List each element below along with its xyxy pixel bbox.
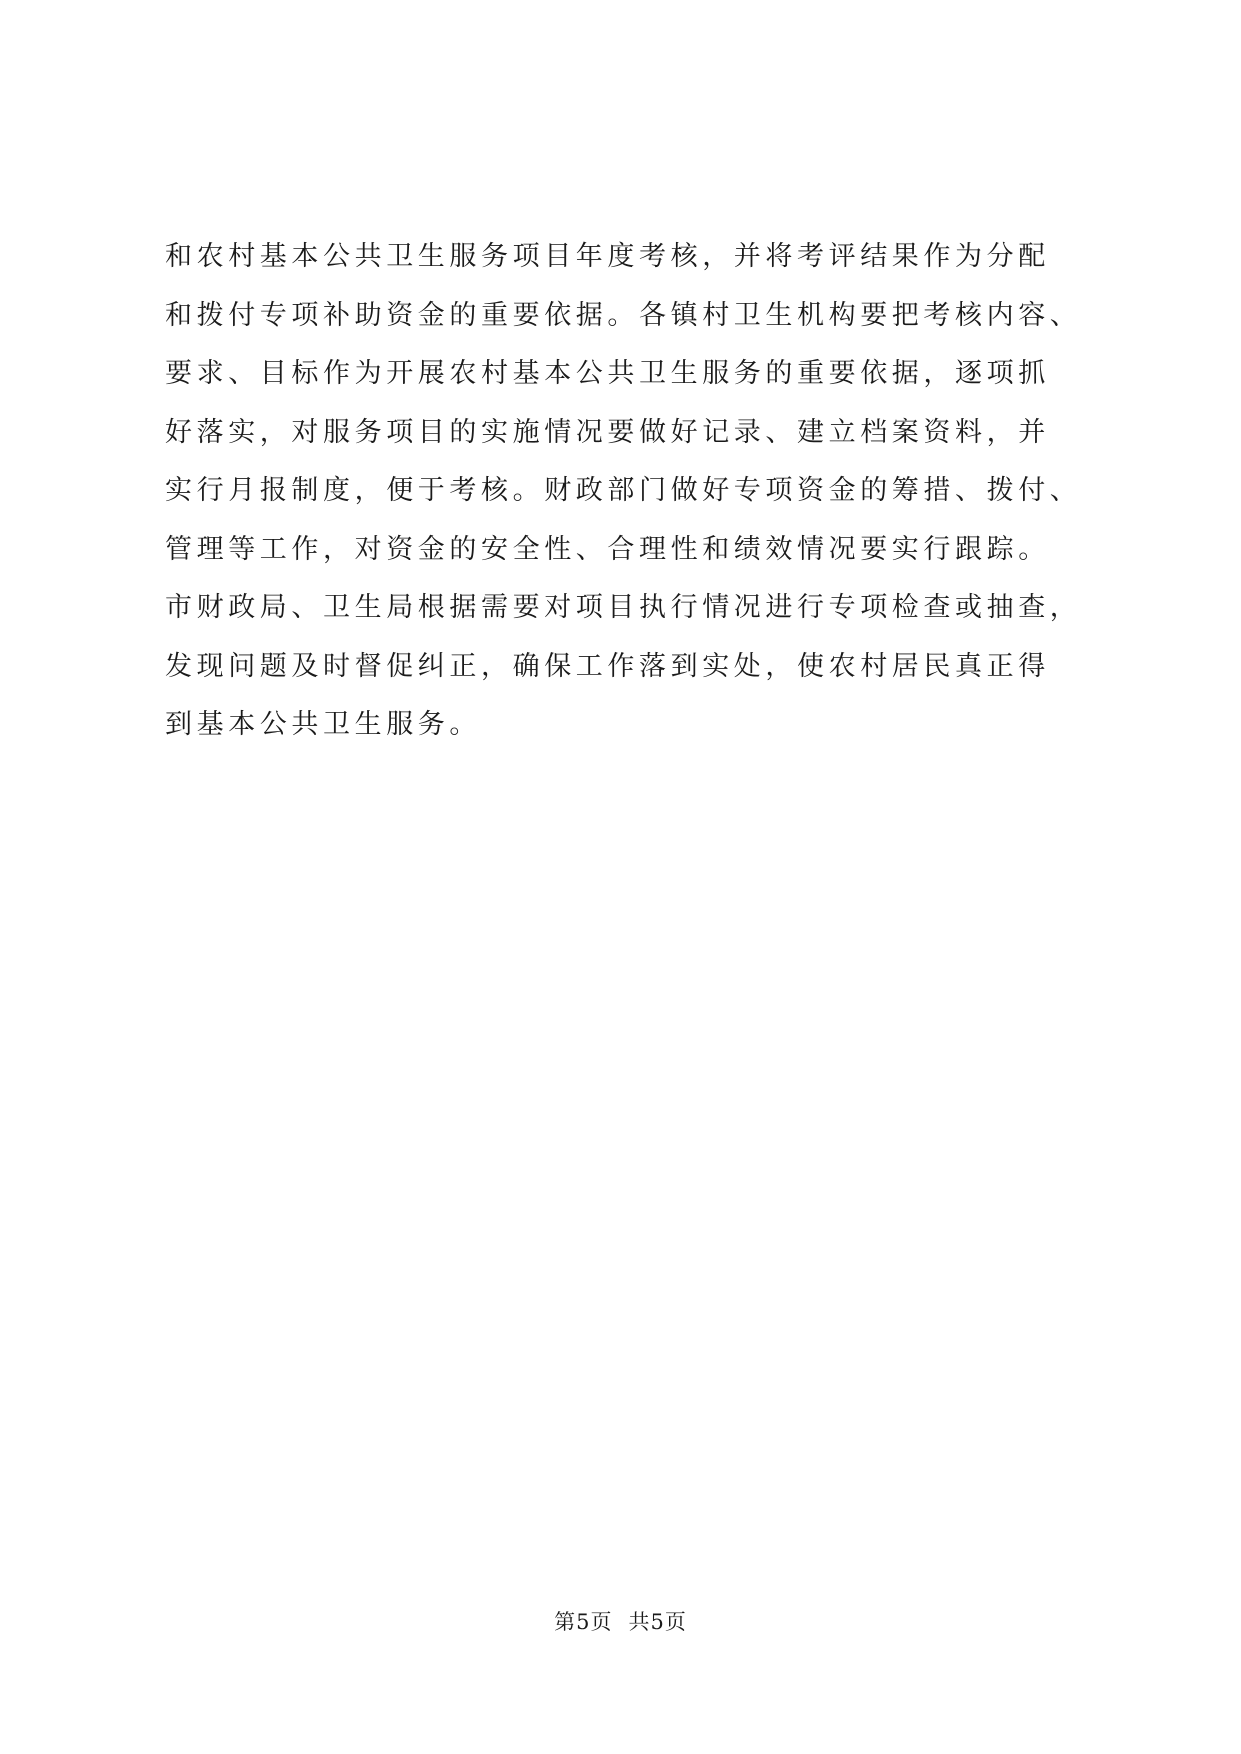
body-text [165, 228, 1115, 755]
text-line: 和拨付专项补助资金的重要依据。各镇村卫生机构要把考核内容、 [165, 299, 1082, 331]
page-number: 第5页 [554, 1610, 613, 1634]
text-line: 好落实，对服务项目的实施情况要做好记录、建立档案资料，并 [165, 416, 1050, 448]
text-line: 发现问题及时督促纠正，确保工作落到实处，使农村居民真正得 [165, 650, 1050, 682]
text-line: 市财政局、卫生局根据需要对项目执行情况进行专项检查或抽查， [165, 592, 1082, 623]
text-line: 要求、目标作为开展农村基本公共卫生服务的重要依据，逐项抓 [165, 358, 1050, 389]
page-total: 共5页 [628, 1610, 687, 1634]
text-line: 和农村基本公共卫生服务项目年度考核，并将考评结果作为分配 [165, 241, 1050, 272]
text-line: 到基本公共卫生服务。 [165, 709, 481, 740]
text-line: 实行月报制度，便于考核。财政部门做好专项资金的筹措、拨付、 [165, 475, 1082, 506]
page-footer [0, 1606, 1241, 1636]
text-line: 管理等工作，对资金的安全性、合理性和绩效情况要实行跟踪。 [165, 533, 1050, 565]
